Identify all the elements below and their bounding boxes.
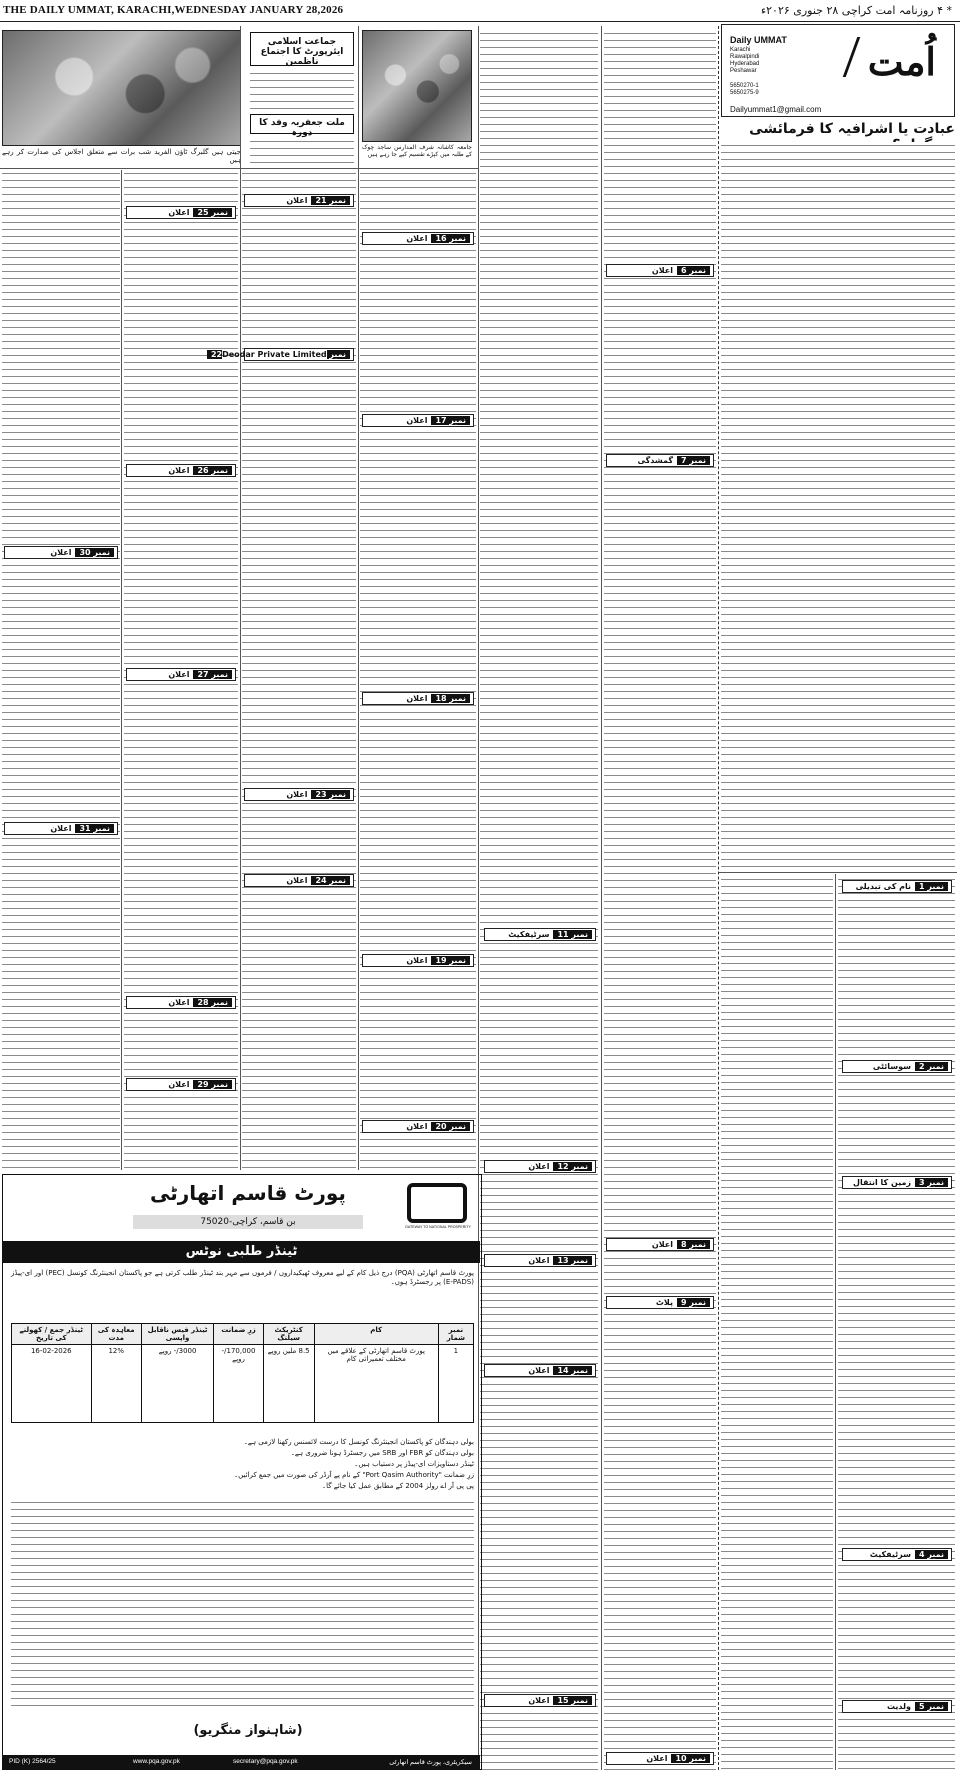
- divider: [358, 26, 359, 1170]
- english-paper-name: Daily UMMAT: [730, 35, 787, 45]
- phone-number: 5650270-1: [730, 83, 759, 89]
- notice-heading: نمبر 27اعلان: [126, 668, 236, 681]
- city-list: [730, 47, 759, 75]
- column-text: [242, 170, 356, 1170]
- notice-heading: نمبر 25اعلان: [126, 206, 236, 219]
- editorial-body: [721, 142, 955, 870]
- column-header: کام: [314, 1324, 438, 1345]
- pid-number: PID (K) 2564/25: [9, 1758, 56, 1765]
- signatory-title: سیکریٹری، پورٹ قاسم اتھارٹی: [389, 1759, 472, 1766]
- notice-heading: نمبر 8اعلان: [606, 1238, 714, 1251]
- notice-heading: نمبر 17اعلان: [362, 414, 474, 427]
- phone-list: [730, 83, 759, 97]
- condition-item: بولی دہندگان کو پاکستان انجینئرنگ کونسل کا درست لائسنس رکھنا لازمی ہے۔: [243, 1438, 474, 1446]
- column-header: ٹینڈر جمع / کھولنے کی تاریخ: [12, 1324, 92, 1345]
- tender-advertisement: [2, 1174, 482, 1770]
- meeting-photo: [2, 30, 241, 146]
- condition-item: ٹینڈر دستاویزات ای-پیڈز پر دستیاب ہیں۔: [354, 1460, 474, 1468]
- city: Karachi: [730, 47, 751, 53]
- column-text: [2, 170, 120, 1170]
- divider: [0, 168, 478, 169]
- divider: [835, 874, 836, 1770]
- table-cell: 3000/- روپے: [141, 1345, 213, 1423]
- ad-footer: [3, 1755, 480, 1769]
- table-cell: 8.5 ملین روپے: [263, 1345, 314, 1423]
- notice-heading: نمبر 11سرٹیفکیٹ: [484, 928, 596, 941]
- table-cell: 12%: [91, 1345, 141, 1423]
- notice-heading: نمبر 23اعلان: [244, 788, 354, 801]
- notice-heading: نمبر 7گمشدگی: [606, 454, 714, 467]
- conditions-text: [11, 1499, 474, 1709]
- page-header: [0, 0, 960, 22]
- photo-caption: جامعہ کاشانہ شرف المدارس ساجد چوک کے طلبہ میں کپڑے تقسیم کیے جا رہے ہیں: [362, 144, 472, 158]
- website-link[interactable]: www.pqa.gov.pk: [133, 1758, 180, 1765]
- notice-heading: نمبر 14اعلان: [484, 1364, 596, 1377]
- notice-heading: نمبر 3زمین کا انتقال: [842, 1176, 952, 1189]
- tender-intro: پورٹ قاسم اتھارٹی (PQA) درج ذیل کام کے لیے معروف ٹھیکیداروں / فرموں سے مہر بند ٹینڈر طلب کرتی ہے جو پاکستان انجینئرنگ کونسل (PEC) اور ای-پیڈز (E-PADS) پر رجسٹرڈ ہوں۔: [11, 1269, 475, 1286]
- news-text: [250, 138, 354, 164]
- notice-heading: نمبر 15اعلان: [484, 1694, 596, 1707]
- column-text: [604, 30, 716, 1770]
- english-dateline: THE DAILY UMMAT, KARACHI,WEDNESDAY JANUARY 28,2026: [3, 4, 344, 16]
- masthead-email: Dailyummat1@gmail.com: [730, 105, 822, 114]
- masthead: [721, 24, 955, 117]
- notice-heading: نمبر 4سرٹیفکیٹ: [842, 1548, 952, 1561]
- phone-number: 5650275-9: [730, 90, 759, 96]
- tender-title: ٹینڈر طلبی نوٹس: [3, 1241, 480, 1263]
- divider: [121, 170, 122, 1170]
- column-text: [360, 170, 476, 1170]
- divider: [719, 872, 957, 873]
- notice-heading: نمبر 28اعلان: [126, 996, 236, 1009]
- city: Hyderabad: [730, 61, 760, 67]
- editorial-title: عبادت یا اشرافیہ کا فرمائشی: [749, 121, 955, 137]
- table-cell: 1: [438, 1345, 473, 1423]
- pqa-logo: [401, 1179, 475, 1235]
- table-cell: 16-02-2026: [12, 1345, 92, 1423]
- condition-item: زرِ ضمانت "Port Qasim Authority" کے نام پے آرڈر کی صورت میں جمع کرائیں۔: [234, 1471, 474, 1479]
- urdu-dateline: * ۴ روزنامہ امت کراچی ۲۸ جنوری ۲۰۲۶ء: [760, 4, 952, 17]
- column-header: زرِ ضمانت: [214, 1324, 263, 1345]
- tender-table: [11, 1323, 474, 1423]
- notice-heading: نمبر 1نام کی تبدیلی: [842, 880, 952, 893]
- notice-heading: نمبر 26اعلان: [126, 464, 236, 477]
- notice-heading: نمبر 31اعلان: [4, 822, 118, 835]
- divider: [240, 26, 241, 1170]
- condition-item: پی پی آر اے رولز 2004 کے مطابق عمل کیا جائے گا۔: [321, 1482, 474, 1490]
- divider: [601, 26, 602, 1770]
- notice-heading: نمبر 20اعلان: [362, 1120, 474, 1133]
- tender-conditions: [11, 1437, 474, 1492]
- notice-heading: نمبر 30اعلان: [4, 546, 118, 559]
- table-cell: پورٹ قاسم اتھارٹی کے علاقے میں مختلف تعمیراتی کام: [314, 1345, 438, 1423]
- notice-heading: نمبر 16اعلان: [362, 232, 474, 245]
- headline-box: ملت جعفریہ وفد کا دورہ: [250, 114, 354, 134]
- email-link[interactable]: secretary@pqa.gov.pk: [233, 1758, 298, 1765]
- table-row: [12, 1345, 474, 1423]
- notice-heading: نمبر 6اعلان: [606, 264, 714, 277]
- notice-heading: نمبر 19اعلان: [362, 954, 474, 967]
- table-cell: 170,000/- روپے: [214, 1345, 263, 1423]
- photo-caption: جیتی ہیں گلبرگ ٹاؤن الفرید شب برات سے متعلق اجلاس کی صدارت کر رہے ہیں: [2, 148, 241, 164]
- notice-heading: نمبر 29اعلان: [126, 1078, 236, 1091]
- condition-item: بولی دہندگان کو FBR اور SRB میں رجسٹرڈ ہونا ضروری ہے۔: [290, 1449, 474, 1457]
- logo-tagline: GATEWAY TO NATIONAL PROSPERITY: [405, 1225, 471, 1229]
- notice-heading: نمبر 2سوسائٹی: [842, 1060, 952, 1073]
- logo-wave-icon: [407, 1183, 467, 1223]
- notice-heading: نمبر 22Deodar Private Limited: [244, 348, 354, 361]
- notice-heading: نمبر 13اعلان: [484, 1254, 596, 1267]
- students-photo: [362, 30, 472, 142]
- column-text: [480, 30, 598, 1770]
- notice-heading: نمبر 5ولدیت: [842, 1700, 952, 1713]
- notice-heading: نمبر 12اعلان: [484, 1160, 596, 1173]
- column-header: معاہدہ کی مدت: [91, 1324, 141, 1345]
- column-header: نمبر شمار: [438, 1324, 473, 1345]
- notice-heading: نمبر 10اعلان: [606, 1752, 714, 1765]
- divider: [718, 26, 719, 1770]
- column-text: [721, 876, 833, 1770]
- notice-heading: نمبر 18اعلان: [362, 692, 474, 705]
- city: Rawalpindi: [730, 54, 760, 60]
- headline-box: جماعت اسلامی ایئرپورٹ کا اجتماع ناظمین: [250, 32, 354, 66]
- notice-heading: نمبر 21اعلان: [244, 194, 354, 207]
- urdu-paper-name: اُمت: [867, 39, 936, 84]
- org-address: بن قاسم، کراچی-75020: [133, 1215, 363, 1229]
- column-text: [838, 876, 955, 1770]
- column-header: ٹینڈر فیس ناقابل واپسی: [141, 1324, 213, 1345]
- notice-heading: نمبر 9پلاٹ: [606, 1296, 714, 1309]
- city: Peshawar: [730, 68, 757, 74]
- org-name: پورٹ قاسم اتھارٹی: [150, 1181, 346, 1205]
- signatory-name: (شاہنواز منگریو): [193, 1723, 303, 1738]
- table-header-row: [12, 1324, 474, 1345]
- news-text: [250, 70, 354, 112]
- column-header: کنٹریکٹ سیلنگ: [263, 1324, 314, 1345]
- notice-heading: نمبر 24اعلان: [244, 874, 354, 887]
